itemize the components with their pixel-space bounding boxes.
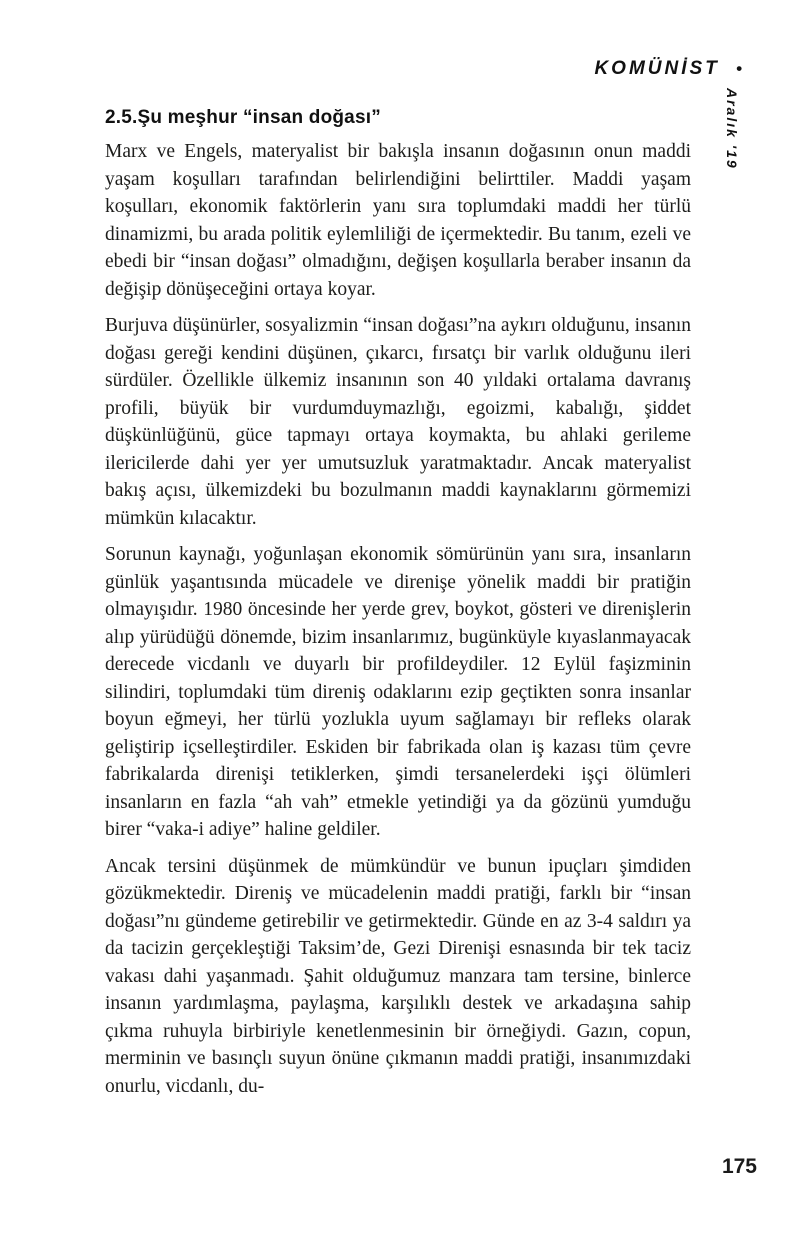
issue-date-vertical: Aralık '19 [724, 88, 740, 170]
paragraph: Burjuva düşünürler, sosyalizmin “insan doğası”na aykırı olduğunu, insanın doğası gereği kendini düşünen, çıkarcı, fırsatçı bir varlık olduğunu ileri sürdüler. Özellikle ülkemiz insanının son 40 yıldaki ortalama davranış profili, büyük bir vurdumduymazlığı, egoizmi, kabalığı, şiddet düşkünlüğünü, güce tapmayı ortaya koymakta, bu ahlaki gerileme ilericilerde dahi yer yer umutsuzluk yaratmaktadır. Ancak materyalist bakış açısı, ülkemizdeki bu bozulmanın maddi kaynaklarını görmemizi mümkün kılacaktır. [105, 315, 691, 529]
running-head [594, 58, 742, 80]
bullet-icon: • [736, 59, 742, 78]
section-heading: 2.5.Şu meşhur “insan doğası” [105, 107, 381, 128]
paragraph: Ancak tersini düşünmek de mümkündür ve bunun ipuçları şimdiden gözükmektedir. Direniş ve mücadelenin maddi pratiği, farklı bir “insan doğası”nı gündeme getirebilir ve getirmektedir. Günde en az 3-4 saldırı ya da tacizin gerçekleştiği Taksim’de, Gezi Direnişi esnasında bir tek taciz vakası dahi yaşanmadı. Şahit olduğumuz manzara tam tersine, binlerce insanın yardımlaşma, paylaşma, karşılıklı destek ve arkadaşına sahip çıkma ruhuyla birbiriyle kenetlenmesinin bir örneğiydi. Gazın, copun, merminin ve basınçlı suyun önüne çıkmanın maddi pratiği, insanımızdaki onurlu, vicdanlı, du- [105, 855, 691, 1097]
paragraph: Sorunun kaynağı, yoğunlaşan ekonomik sömürünün yanı sıra, insanların günlük yaşantısında mücadele ve direnişe yönelik maddi bir pratiğin olmayışıdır. 1980 öncesinde her yerde grev, boykot, gösteri ve direnişlerin alıp yürüdüğü dönemde, bizim insanlarımız, bugünküyle kıyaslanmayacak derecede vicdanlı ve duyarlı bir profildeydiler. 12 Eylül faşizminin silindiri, toplumdaki tüm direniş odaklarını ezip geçtikten sonra insanlar boyun eğmeyi, her türlü yozlukla uyum sağlamayı bir refleks olarak geliştirip içselleştirdiler. Eskiden bir fabrikada olan iş kazası tüm çevre fabrikalarda direnişi tetiklerken, şimdi tersanelerdeki işçi ölümleri insanların en fazla “ah vah” etmekle yetindiği ya da gözünü yumduğu birer “vaka-i adiye” haline geldiler. [105, 544, 691, 840]
article-text-column [105, 106, 691, 1109]
journal-title: KOMÜNİST [594, 58, 720, 79]
paragraph: Marx ve Engels, materyalist bir bakışla insanın doğasının onun maddi yaşam koşulları tarafından belirlendiğini belirttiler. Maddi yaşam koşulları, ekonomik faktörlerin yanı sıra toplumdaki maddi her türlü dinamizmi, bu arada politik eylemliliği de içermektedir. Bu tanım, ezeli ve ebedi bir “insan doğası” olmadığını, değişen koşullarla beraber insanın da değişip dönüşeceğini ortaya koyar. [105, 141, 691, 300]
page-number: 175 [721, 1155, 757, 1178]
